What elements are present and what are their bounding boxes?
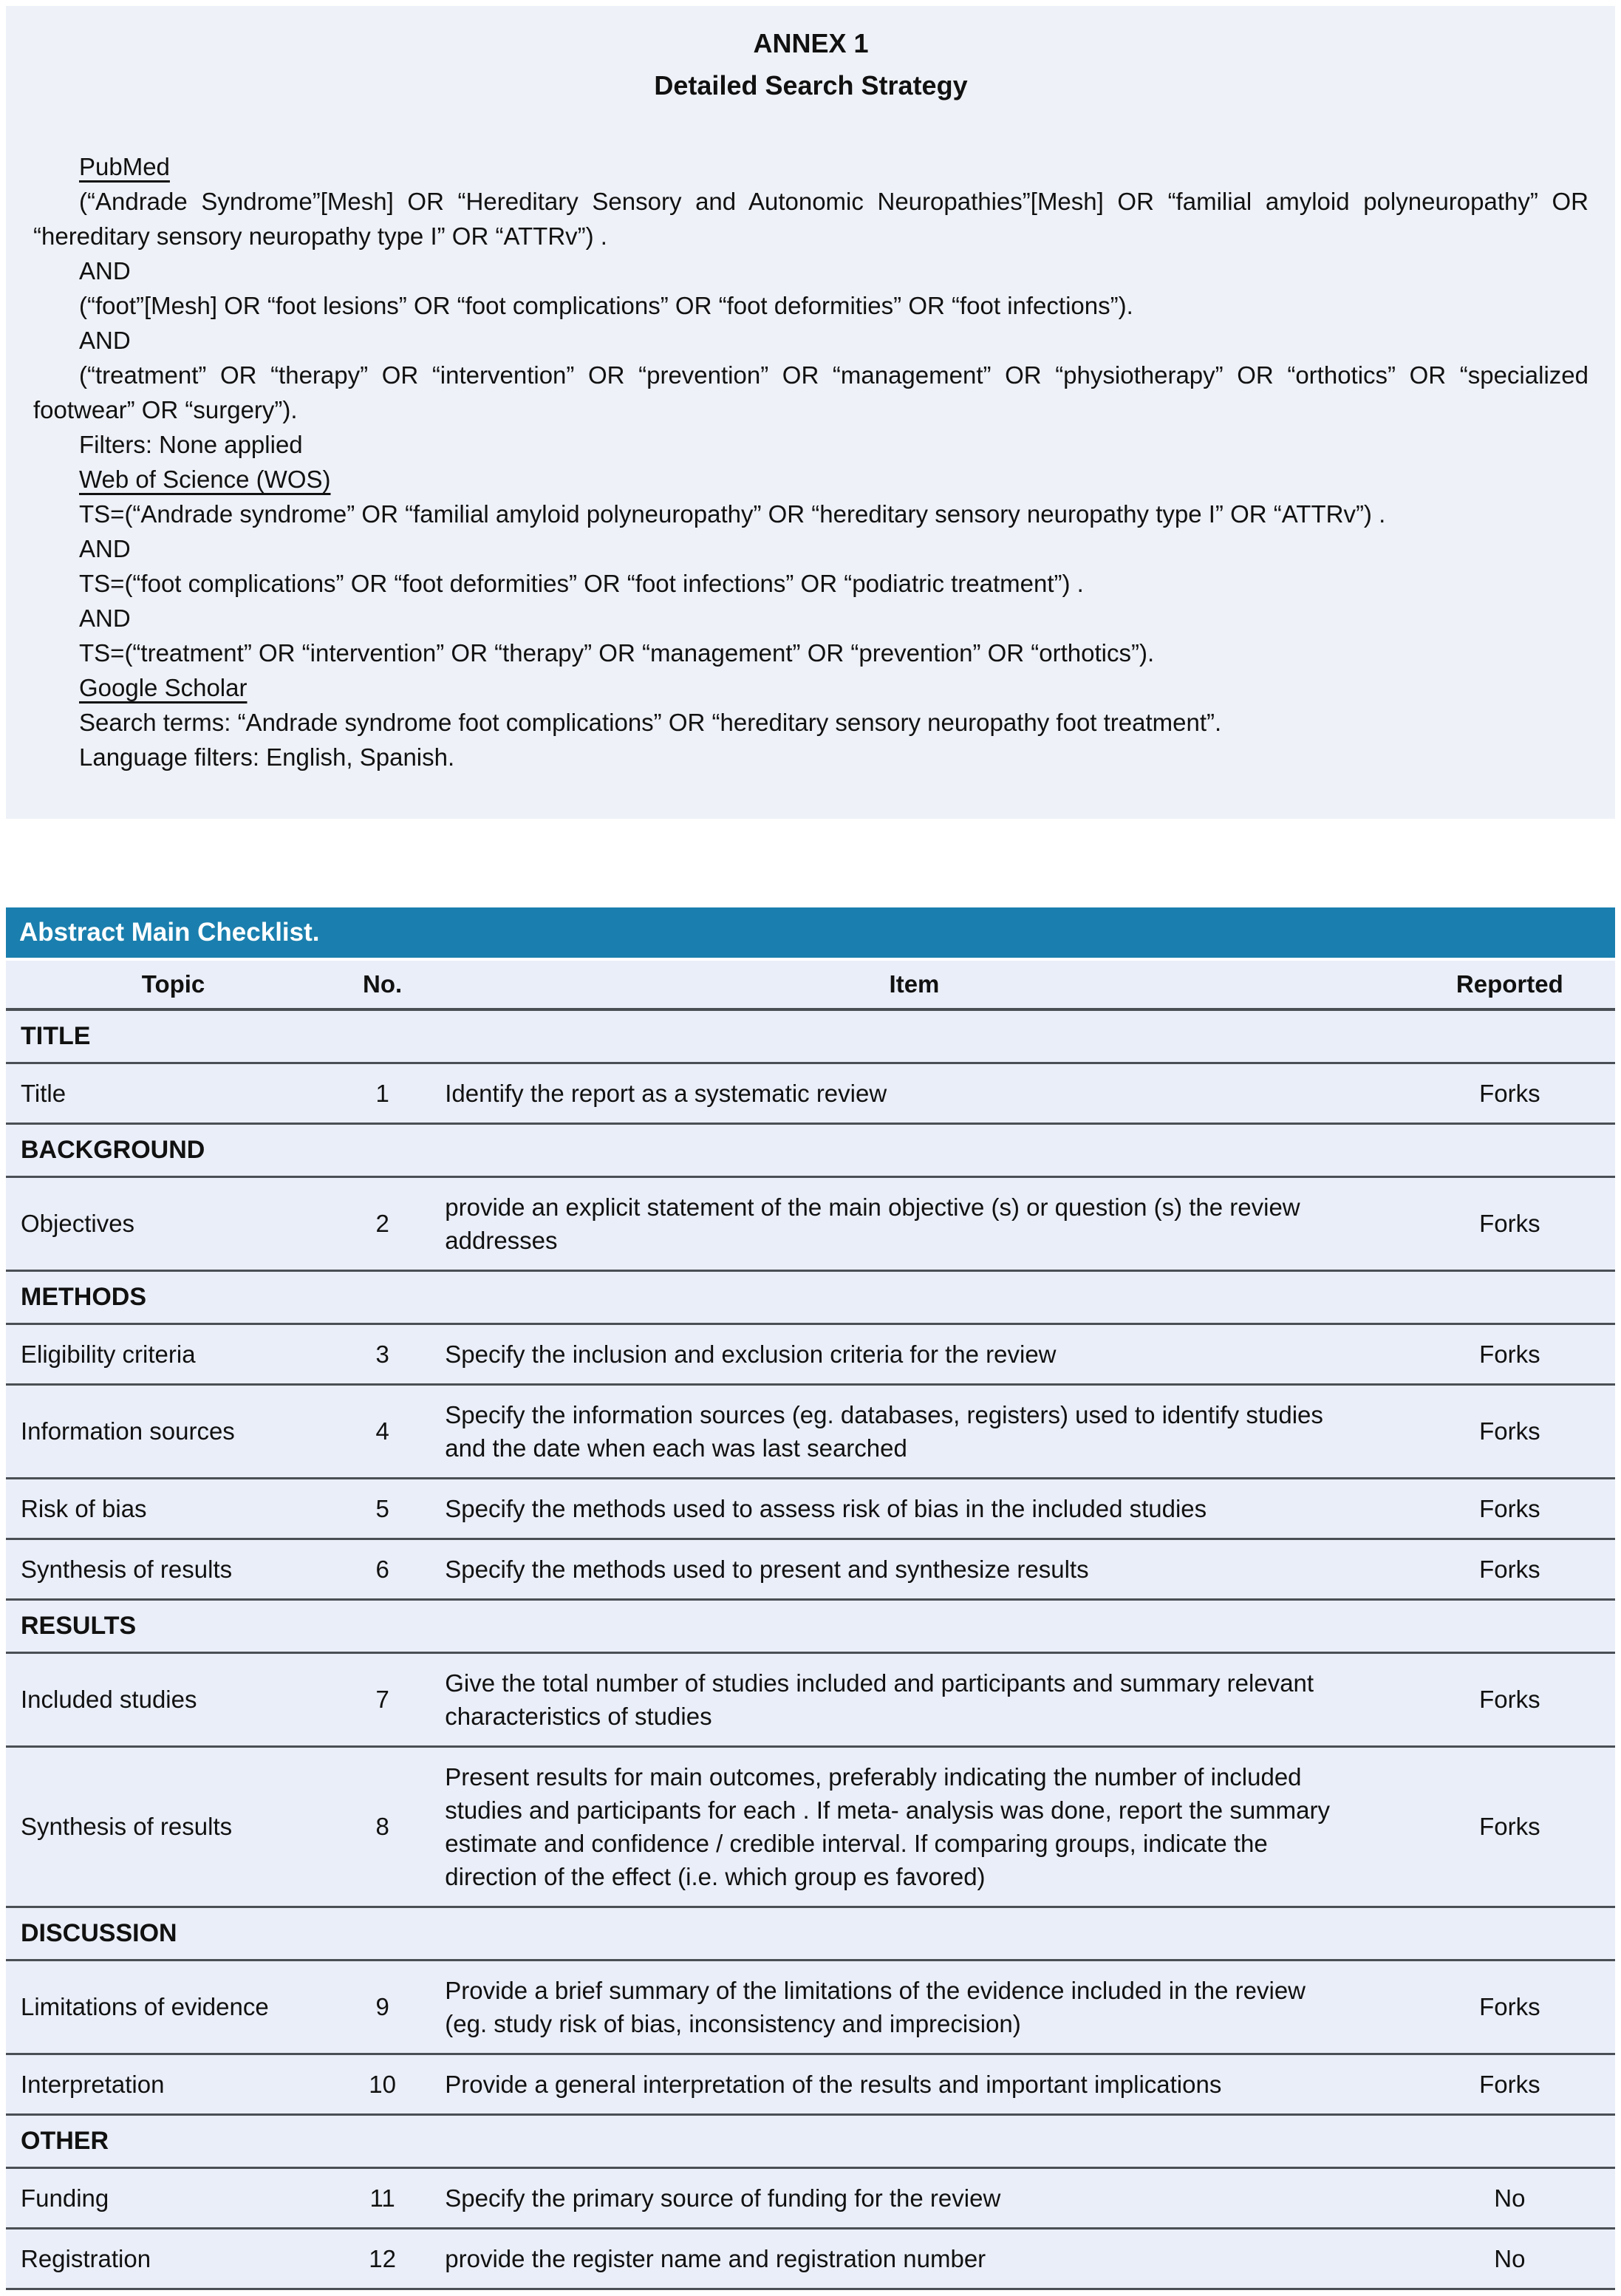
reported-cell: Forks (1405, 1960, 1615, 2054)
database-label-pubmed: PubMed (79, 152, 170, 180)
no-cell: 10 (341, 2054, 424, 2114)
search-query-line: (“treatment” OR “therapy” OR “intervention” OR “prevention” OR “management” OR “physiotherapy” OR “orthotics” OR “specialized footwear” OR “surgery”). (33, 361, 1588, 423)
no-cell: 11 (341, 2167, 424, 2228)
topic-cell: Title (6, 1063, 341, 1123)
column-header-topic: Topic (6, 961, 341, 1009)
no-cell: 5 (341, 1478, 424, 1539)
item-cell: Specify the primary source of funding for the review (424, 2167, 1404, 2228)
reported-cell: Forks (1405, 1539, 1615, 1599)
no-cell: 8 (341, 1746, 424, 1907)
section-row-background: BACKGROUND (6, 1123, 1615, 1176)
no-cell: 9 (341, 1960, 424, 2054)
search-strategy-text (33, 149, 1588, 774)
reported-cell: Forks (1405, 2054, 1615, 2114)
item-cell: Specify the methods used to present and synthesize results (424, 1539, 1404, 1599)
boolean-operator: AND (79, 604, 131, 632)
topic-cell: Interpretation (6, 2054, 341, 2114)
annex-subtitle: Detailed Search Strategy (654, 69, 968, 101)
no-cell: 2 (341, 1176, 424, 1270)
search-query-line: TS=(“foot complications” OR “foot deformities” OR “foot infections” OR “podiatric treatment”) . (79, 569, 1084, 597)
item-cell: provide the register name and registration number (424, 2228, 1404, 2289)
no-cell: 4 (341, 1384, 424, 1478)
checklist-title-bar: Abstract Main Checklist. (6, 907, 1615, 961)
item-cell: Give the total number of studies included and participants and summary relevant characteristics of studies (424, 1652, 1404, 1746)
table-row (6, 2054, 1615, 2114)
table-row (6, 2228, 1615, 2289)
item-cell: Specify the information sources (eg. databases, registers) used to identify studies and the date when each was last searched (424, 1384, 1404, 1478)
topic-cell: Registration (6, 2228, 341, 2289)
section-row-title: TITLE (6, 1009, 1615, 1063)
table-row (6, 1478, 1615, 1539)
search-query-line: (“Andrade Syndrome”[Mesh] OR “Hereditary Sensory and Autonomic Neuropathies”[Mesh] OR “familial amyloid polyneuropathy” OR “hereditary sensory neuropathy type I” OR “ATTRv”) . (33, 187, 1588, 250)
table-row (6, 1652, 1615, 1746)
search-query-line: TS=(“treatment” OR “intervention” OR “therapy” OR “management” OR “prevention” OR “orthotics”). (79, 638, 1155, 667)
database-label-wos: Web of Science (WOS) (79, 465, 331, 493)
reported-cell: Forks (1405, 1652, 1615, 1746)
reported-cell: Forks (1405, 1746, 1615, 1907)
item-cell: Identify the report as a systematic review (424, 1063, 1404, 1123)
reported-cell: Forks (1405, 1176, 1615, 1270)
table-row (6, 2167, 1615, 2228)
abstract-checklist-section (6, 907, 1615, 2290)
filters-note: Filters: None applied (79, 430, 303, 458)
no-cell: 1 (341, 1063, 424, 1123)
reported-cell: Forks (1405, 1384, 1615, 1478)
item-cell: Specify the methods used to assess risk of bias in the included studies (424, 1478, 1404, 1539)
no-cell: 3 (341, 1324, 424, 1384)
table-row (6, 1176, 1615, 1270)
annex-search-strategy-box (6, 6, 1615, 819)
no-cell: 7 (341, 1652, 424, 1746)
topic-cell: Objectives (6, 1176, 341, 1270)
search-terms-line: Search terms: “Andrade syndrome foot complications” OR “hereditary sensory neuropathy foot treatment”. (79, 708, 1222, 736)
no-cell: 6 (341, 1539, 424, 1599)
topic-cell: Eligibility criteria (6, 1324, 341, 1384)
table-row (6, 1063, 1615, 1123)
reported-cell: No (1405, 2228, 1615, 2289)
language-filters-line: Language filters: English, Spanish. (79, 743, 455, 771)
topic-cell: Synthesis of results (6, 1746, 341, 1907)
search-query-line: TS=(“Andrade syndrome” OR “familial amyloid polyneuropathy” OR “hereditary sensory neuropathy type I” OR “ATTRv”) . (79, 500, 1386, 528)
boolean-operator: AND (79, 256, 131, 285)
table-row (6, 1324, 1615, 1384)
item-cell: Provide a brief summary of the limitations of the evidence included in the review (eg. study risk of bias, inconsistency and imprecision) (424, 1960, 1404, 2054)
column-header-row (6, 961, 1615, 1009)
topic-cell: Included studies (6, 1652, 341, 1746)
section-row-other: OTHER (6, 2114, 1615, 2167)
topic-cell: Synthesis of results (6, 1539, 341, 1599)
topic-cell: Risk of bias (6, 1478, 341, 1539)
reported-cell: No (1405, 2167, 1615, 2228)
item-cell: Specify the inclusion and exclusion criteria for the review (424, 1324, 1404, 1384)
item-cell: Present results for main outcomes, preferably indicating the number of included studies and participants for each . If meta- analysis was done, report the summary estimate and confidence / credible interval. If comparing groups, indicate the direction of the effect (i.e. which group es favored) (424, 1746, 1404, 1907)
item-cell: provide an explicit statement of the main objective (s) or question (s) the review addresses (424, 1176, 1404, 1270)
column-header-reported: Reported (1405, 961, 1615, 1009)
table-row (6, 1384, 1615, 1478)
table-row (6, 1746, 1615, 1907)
search-query-line: (“foot”[Mesh] OR “foot lesions” OR “foot complications” OR “foot deformities” OR “foot infections”). (79, 291, 1133, 319)
no-cell: 12 (341, 2228, 424, 2289)
column-header-no: No. (341, 961, 424, 1009)
table-row (6, 1960, 1615, 2054)
reported-cell: Forks (1405, 1063, 1615, 1123)
section-row-methods: METHODS (6, 1270, 1615, 1324)
table-row (6, 1539, 1615, 1599)
section-row-results: RESULTS (6, 1599, 1615, 1652)
reported-cell: Forks (1405, 1324, 1615, 1384)
boolean-operator: AND (79, 326, 131, 354)
checklist-table (6, 961, 1615, 2290)
topic-cell: Information sources (6, 1384, 341, 1478)
column-header-item: Item (424, 961, 1404, 1009)
topic-cell: Funding (6, 2167, 341, 2228)
annex-title: ANNEX 1 (753, 28, 869, 58)
reported-cell: Forks (1405, 1478, 1615, 1539)
boolean-operator: AND (79, 534, 131, 562)
database-label-google-scholar: Google Scholar (79, 673, 248, 701)
section-row-discussion: DISCUSSION (6, 1907, 1615, 1960)
topic-cell: Limitations of evidence (6, 1960, 341, 2054)
item-cell: Provide a general interpretation of the results and important implications (424, 2054, 1404, 2114)
